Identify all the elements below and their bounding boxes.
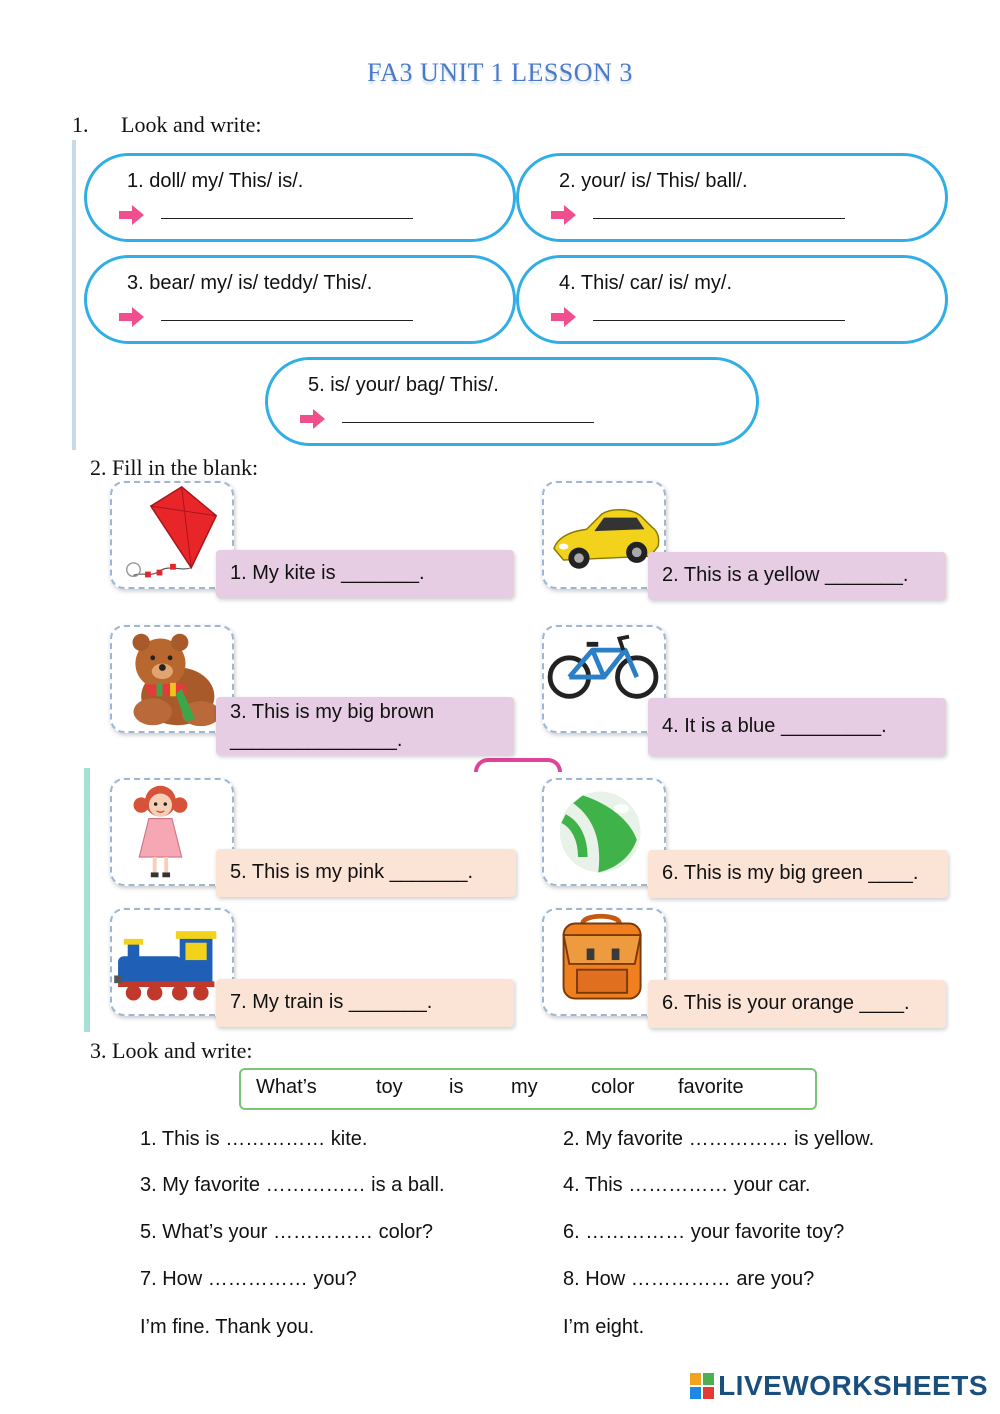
fill-blank-text: 6. This is your orange ____. bbox=[662, 992, 910, 1014]
pink-arrow-icon bbox=[298, 408, 326, 430]
train-icon bbox=[112, 910, 232, 1014]
decorative-arc bbox=[474, 758, 562, 772]
exercise1-words: 1. doll/ my/ This/ is/. bbox=[127, 170, 304, 192]
section1-side-bar bbox=[72, 140, 76, 450]
bicycle-icon bbox=[544, 627, 664, 731]
fill-blank-text-line2: _______________. bbox=[230, 729, 403, 751]
answer-line[interactable] bbox=[161, 320, 413, 321]
liveworksheets-logo-icon bbox=[690, 1373, 714, 1399]
exercise1-item-1 bbox=[84, 153, 516, 242]
page-title: FA3 UNIT 1 LESSON 3 bbox=[367, 58, 633, 87]
question-6[interactable]: 6. …………… your favorite toy? bbox=[563, 1221, 845, 1243]
fill-blank-2[interactable] bbox=[648, 552, 946, 600]
fill-blank-text: 7. My train is _______. bbox=[230, 991, 433, 1013]
answer-8: I’m eight. bbox=[563, 1316, 645, 1338]
question-4[interactable]: 4. This …………… your car. bbox=[563, 1174, 811, 1196]
section2-heading: 2. Fill in the blank: bbox=[90, 455, 259, 480]
word-bank bbox=[239, 1068, 817, 1110]
exercise1-item-5 bbox=[265, 357, 759, 446]
section1-heading: Look and write: bbox=[121, 112, 262, 137]
exercise1-item-4 bbox=[516, 255, 948, 344]
word-bank-item: color bbox=[591, 1076, 635, 1098]
exercise1-words: 4. This/ car/ is/ my/. bbox=[559, 272, 732, 294]
kite-icon bbox=[112, 483, 232, 587]
question-2[interactable]: 2. My favorite …………… is yellow. bbox=[563, 1128, 875, 1150]
section2-side-bar bbox=[84, 768, 90, 1032]
liveworksheets-logo bbox=[690, 1370, 988, 1402]
fill-blank-text: 6. This is my big green ____. bbox=[662, 862, 919, 884]
pink-arrow-icon bbox=[117, 204, 145, 226]
pink-arrow-icon bbox=[549, 204, 577, 226]
section1-number: 1. bbox=[72, 112, 89, 137]
pink-arrow-icon bbox=[117, 306, 145, 328]
fill-blank-text: 3. This is my big brown bbox=[230, 701, 435, 723]
word-bank-item: toy bbox=[376, 1076, 403, 1098]
bag-icon bbox=[544, 910, 664, 1014]
exercise1-item-2 bbox=[516, 153, 948, 242]
word-bank-item: my bbox=[511, 1076, 538, 1098]
question-3[interactable]: 3. My favorite …………… is a ball. bbox=[140, 1174, 445, 1196]
question-7[interactable]: 7. How …………… you? bbox=[140, 1268, 357, 1290]
answer-line[interactable] bbox=[593, 218, 845, 219]
section3-heading: 3. Look and write: bbox=[90, 1038, 253, 1063]
fill-blank-text: 4. It is a blue _________. bbox=[662, 715, 887, 737]
answer-line[interactable] bbox=[593, 320, 845, 321]
doll-icon bbox=[112, 780, 232, 884]
answer-7: I’m fine. Thank you. bbox=[140, 1316, 315, 1338]
ball-icon bbox=[544, 780, 664, 884]
fill-blank-7[interactable] bbox=[216, 979, 514, 1027]
pink-arrow-icon bbox=[549, 306, 577, 328]
teddy-bear-icon bbox=[112, 627, 232, 731]
fill-blank-text: 1. My kite is _______. bbox=[230, 562, 425, 584]
fill-blank-text: 5. This is my pink _______. bbox=[230, 861, 474, 883]
word-bank-item: is bbox=[449, 1076, 464, 1098]
fill-blank-text: 2. This is a yellow _______. bbox=[662, 564, 909, 586]
fill-blank-6[interactable] bbox=[648, 850, 948, 898]
question-1[interactable]: 1. This is …………… kite. bbox=[140, 1128, 368, 1150]
fill-blank-5[interactable] bbox=[216, 849, 516, 897]
exercise1-words: 3. bear/ my/ is/ teddy/ This/. bbox=[127, 272, 373, 294]
question-5[interactable]: 5. What’s your …………… color? bbox=[140, 1221, 434, 1243]
liveworksheets-logo-text: LIVEWORKSHEETS bbox=[718, 1370, 988, 1401]
question-8[interactable]: 8. How …………… are you? bbox=[563, 1268, 815, 1290]
fill-blank-4[interactable] bbox=[648, 698, 946, 756]
word-bank-item: favorite bbox=[678, 1076, 744, 1098]
car-icon bbox=[544, 483, 664, 587]
fill-blank-8[interactable] bbox=[648, 980, 946, 1028]
word-bank-item: What’s bbox=[256, 1076, 317, 1098]
fill-blank-1[interactable] bbox=[216, 550, 514, 598]
exercise1-words: 2. your/ is/ This/ ball/. bbox=[559, 170, 748, 192]
fill-blank-3[interactable] bbox=[216, 697, 514, 755]
exercise1-item-3 bbox=[84, 255, 516, 344]
exercise1-words: 5. is/ your/ bag/ This/. bbox=[308, 374, 499, 396]
answer-line[interactable] bbox=[161, 218, 413, 219]
answer-line[interactable] bbox=[342, 422, 594, 423]
